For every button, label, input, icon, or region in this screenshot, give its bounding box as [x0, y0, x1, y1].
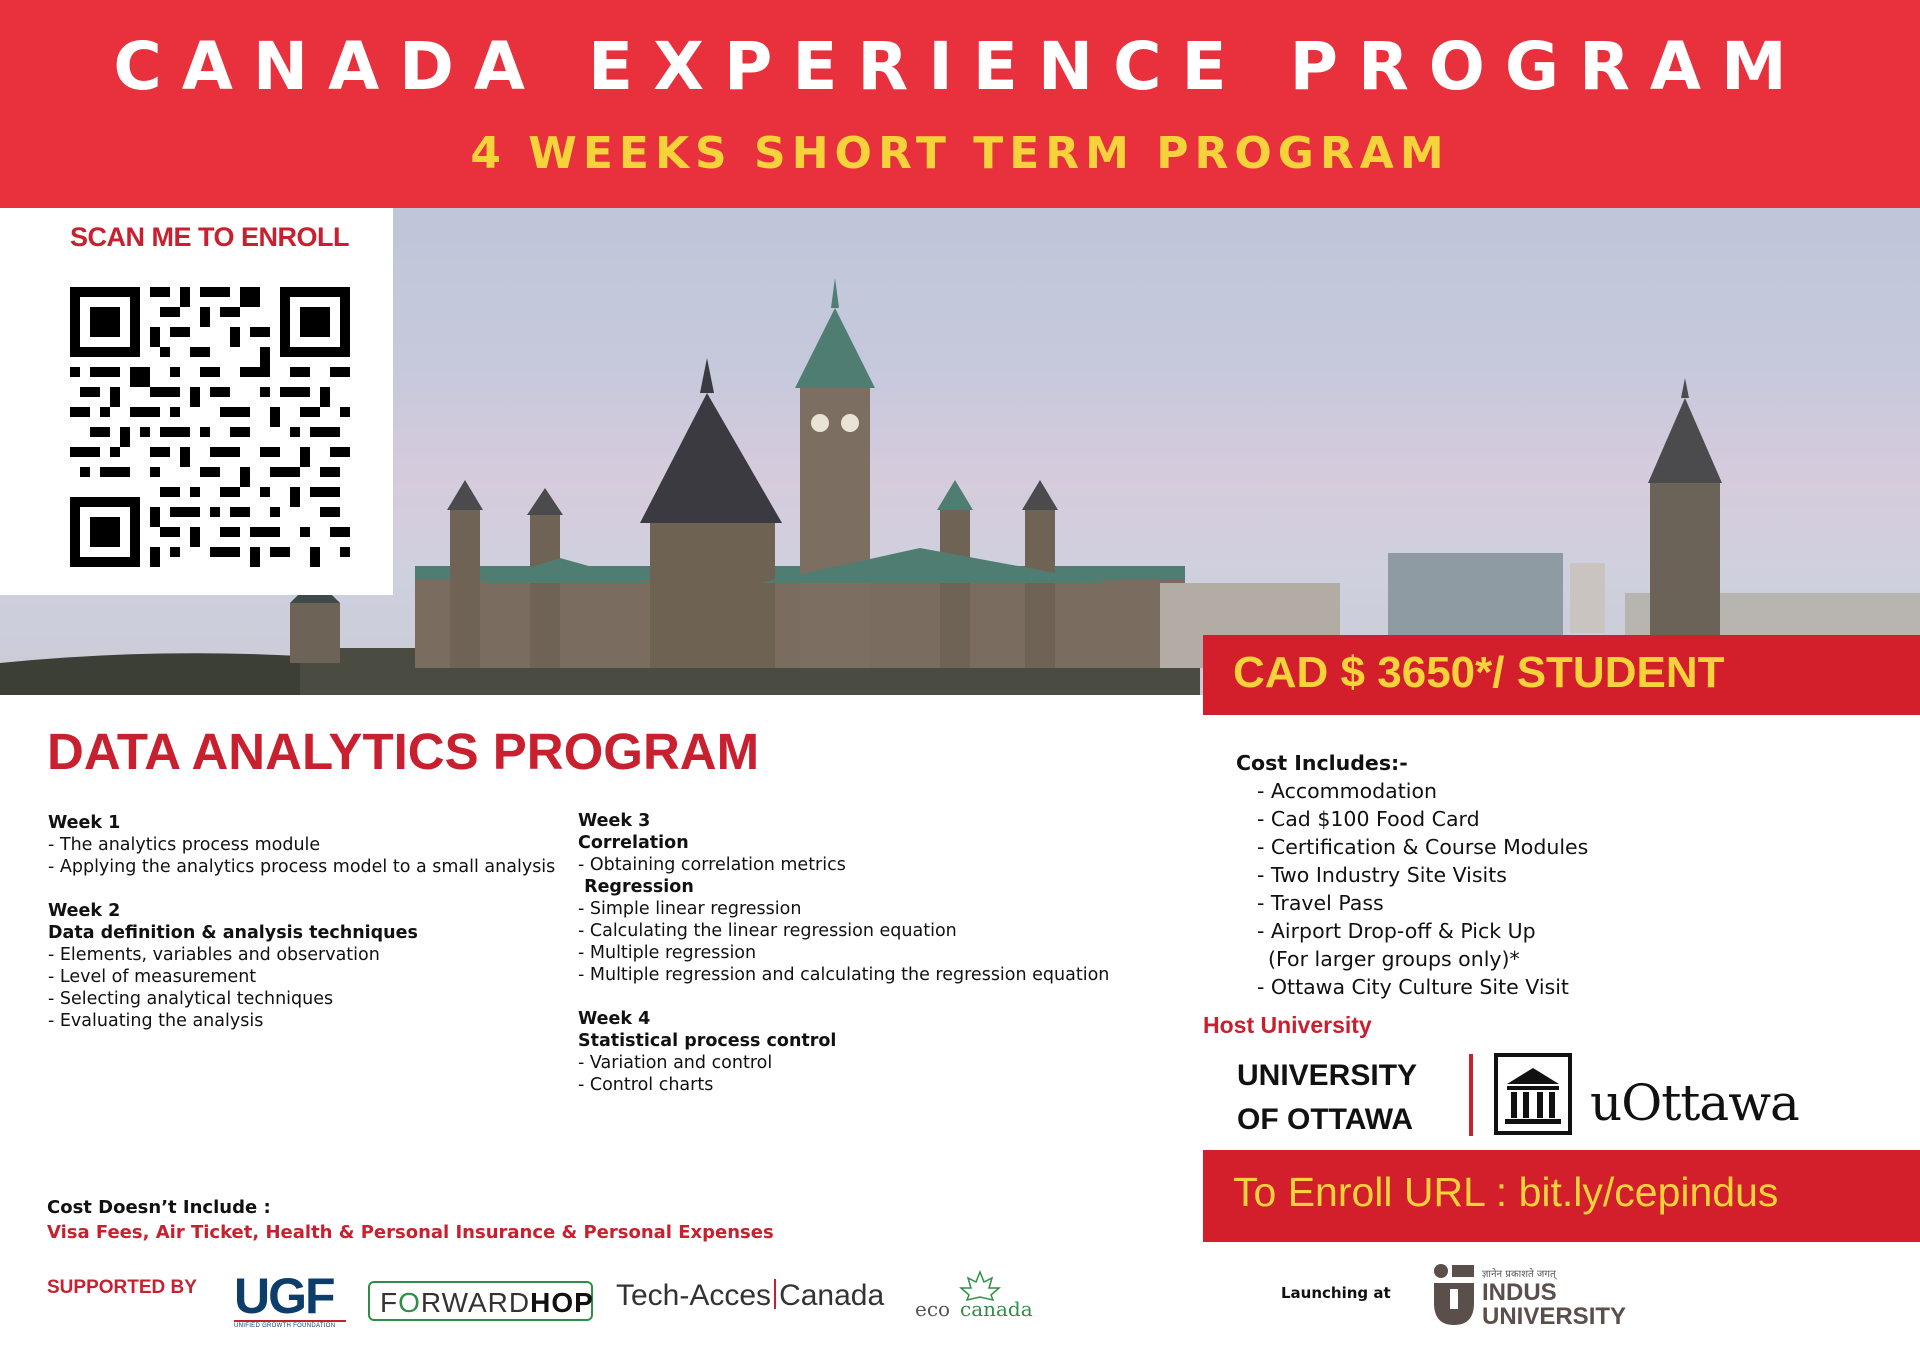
uottawa-wordmark: uOttawa [1590, 1074, 1799, 1132]
indus-university-emblem-icon [1432, 1263, 1476, 1327]
ugf-logo-tagline: UNIFIED GROWTH FOUNDATION [234, 1320, 346, 1329]
eco-canada-logo-text-b: canada [960, 1297, 1033, 1321]
forwardhop-logo-text-o: O [398, 1287, 421, 1318]
week3-topic-regression: Regression [578, 877, 694, 897]
week4-item: - Control charts [578, 1075, 714, 1095]
week3-label: Week 3 [578, 811, 651, 831]
week3-topic-correlation: Correlation [578, 833, 689, 853]
forwardhop-logo [368, 1281, 593, 1321]
tech-acces-logo-canada: Canada [779, 1279, 885, 1312]
eco-canada-logo-text-a: eco [915, 1297, 951, 1321]
cost-includes-item: - Ottawa City Culture Site Visit [1257, 975, 1569, 999]
cost-excludes-heading: Cost Doesn’t Include : [47, 1197, 271, 1218]
university-name-line1: UNIVERSITY [1237, 1059, 1418, 1092]
cost-includes-item: - Certification & Course Modules [1257, 835, 1589, 859]
indus-name-line1: INDUS [1482, 1279, 1557, 1306]
eco-canada-logo [915, 1270, 1033, 1321]
curriculum-column-left [48, 812, 568, 1032]
curriculum-column-right [578, 810, 1138, 1096]
week3-item: - Multiple regression [578, 943, 757, 963]
forwardhop-logo-text-c: HOP [530, 1287, 594, 1318]
page-subtitle: 4 WEEKS SHORT TERM PROGRAM [470, 128, 1450, 179]
qr-card [0, 208, 393, 595]
week1-item: - The analytics process module [48, 835, 321, 855]
ugf-logo [234, 1268, 346, 1329]
logo-divider [1469, 1054, 1473, 1136]
cost-includes-item: - Cad $100 Food Card [1257, 807, 1480, 831]
cost-excludes-text: Visa Fees, Air Ticket, Health & Personal Insurance & Personal Expenses [47, 1222, 774, 1243]
header-banner [0, 0, 1920, 208]
week1-label: Week 1 [48, 813, 121, 833]
launching-at-label: Launching at [1281, 1284, 1391, 1302]
week2-item: - Elements, variables and observation [48, 945, 380, 965]
qr-code-icon[interactable] [70, 287, 350, 567]
week4-topic: Statistical process control [578, 1031, 837, 1051]
week2-item: - Selecting analytical techniques [48, 989, 334, 1009]
week3-item: - Obtaining correlation metrics [578, 855, 846, 875]
week3-item: - Multiple regression and calculating the regression equation [578, 965, 1110, 985]
indus-university-name [1482, 1281, 1626, 1329]
week4-item: - Variation and control [578, 1053, 773, 1073]
university-name [1237, 1054, 1417, 1142]
cost-includes-heading: Cost Includes:- [1236, 751, 1408, 775]
week3-item: - Simple linear regression [578, 899, 802, 919]
tech-acces-logo-text: Tech-Acces [616, 1279, 772, 1312]
price-text: CAD $ 3650*/ STUDENT [1233, 648, 1725, 697]
scan-to-enroll-label: SCAN ME TO ENROLL [70, 222, 350, 252]
week3-item: - Calculating the linear regression equation [578, 921, 957, 941]
week1-item: - Applying the analytics process model to a small analysis [48, 857, 556, 877]
tech-acces-canada-logo [616, 1279, 884, 1313]
cost-includes-note: (For larger groups only)* [1268, 947, 1520, 971]
supported-by-label: SUPPORTED BY [47, 1277, 197, 1298]
price-banner [1203, 635, 1920, 715]
week2-topic: Data definition & analysis techniques [48, 923, 418, 943]
week4-label: Week 4 [578, 1009, 651, 1029]
host-university-label: Host University [1203, 1012, 1372, 1038]
maple-divider-icon [774, 1279, 776, 1309]
indus-motto: ज्ञानेन प्रकाशते जगत् [1482, 1269, 1556, 1280]
cost-includes-list [1236, 749, 1588, 1001]
enroll-banner[interactable] [1203, 1150, 1920, 1242]
forwardhop-logo-text-a: F [380, 1287, 399, 1318]
week2-item: - Level of measurement [48, 967, 257, 987]
week2-item: - Evaluating the analysis [48, 1011, 264, 1031]
page-title: CANADA EXPERIENCE PROGRAM [113, 28, 1807, 105]
cost-includes-item: - Accommodation [1257, 779, 1437, 803]
cost-includes-item: - Travel Pass [1257, 891, 1384, 915]
program-title: DATA ANALYTICS PROGRAM [47, 723, 760, 780]
cost-includes-item: - Two Industry Site Visits [1257, 863, 1507, 887]
university-name-line2: OF OTTAWA [1237, 1103, 1414, 1136]
indus-name-line2: UNIVERSITY [1482, 1303, 1627, 1330]
ugf-logo-text: UGF [234, 1268, 334, 1324]
cost-includes-item: - Airport Drop-off & Pick Up [1257, 919, 1536, 943]
forwardhop-logo-text-b: RWARD [420, 1287, 531, 1318]
uottawa-building-icon [1493, 1052, 1573, 1136]
enroll-url-link[interactable]: To Enroll URL : bit.ly/cepindus [1233, 1169, 1779, 1215]
week2-label: Week 2 [48, 901, 121, 921]
